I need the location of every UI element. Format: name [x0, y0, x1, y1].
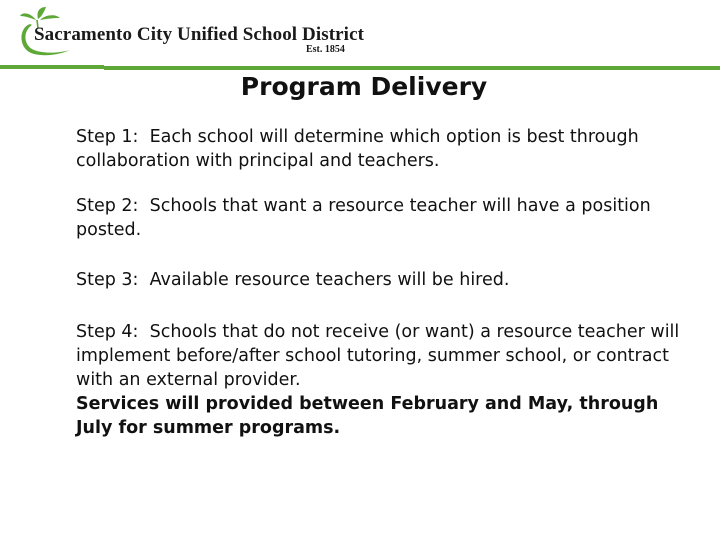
header-divider-left: [0, 65, 104, 69]
step-3-label: Step 3:: [76, 270, 139, 290]
step-4-text: Schools that do not receive (or want) a resource teacher will implement before/after school tutoring, summer school, or contract with an external provider.: [76, 322, 680, 390]
step-2: [76, 194, 696, 242]
step-1-label: Step 1:: [76, 127, 139, 147]
step-1: [76, 125, 696, 173]
services-note: Services will provided between February and May, through July for summer programs.: [76, 394, 659, 438]
header-divider: [0, 65, 720, 70]
step-2-label: Step 2:: [76, 196, 139, 216]
page-title: Program Delivery: [240, 72, 488, 101]
step-3: [76, 268, 696, 292]
header-divider-right: [104, 66, 720, 70]
district-header: [0, 0, 720, 72]
district-name: Sacramento City Unified School District: [34, 24, 365, 45]
step-2-text: Schools that want a resource teacher will have a position posted.: [76, 196, 651, 240]
step-4: [76, 320, 696, 392]
step-4-label: Step 4:: [76, 322, 139, 342]
established-date: Est. 1854: [306, 44, 345, 55]
steps-list: [76, 125, 696, 440]
step-1-text: Each school will determine which option is best through collaboration with principal and teachers.: [76, 127, 639, 171]
step-3-text: Available resource teachers will be hired.: [149, 270, 510, 290]
